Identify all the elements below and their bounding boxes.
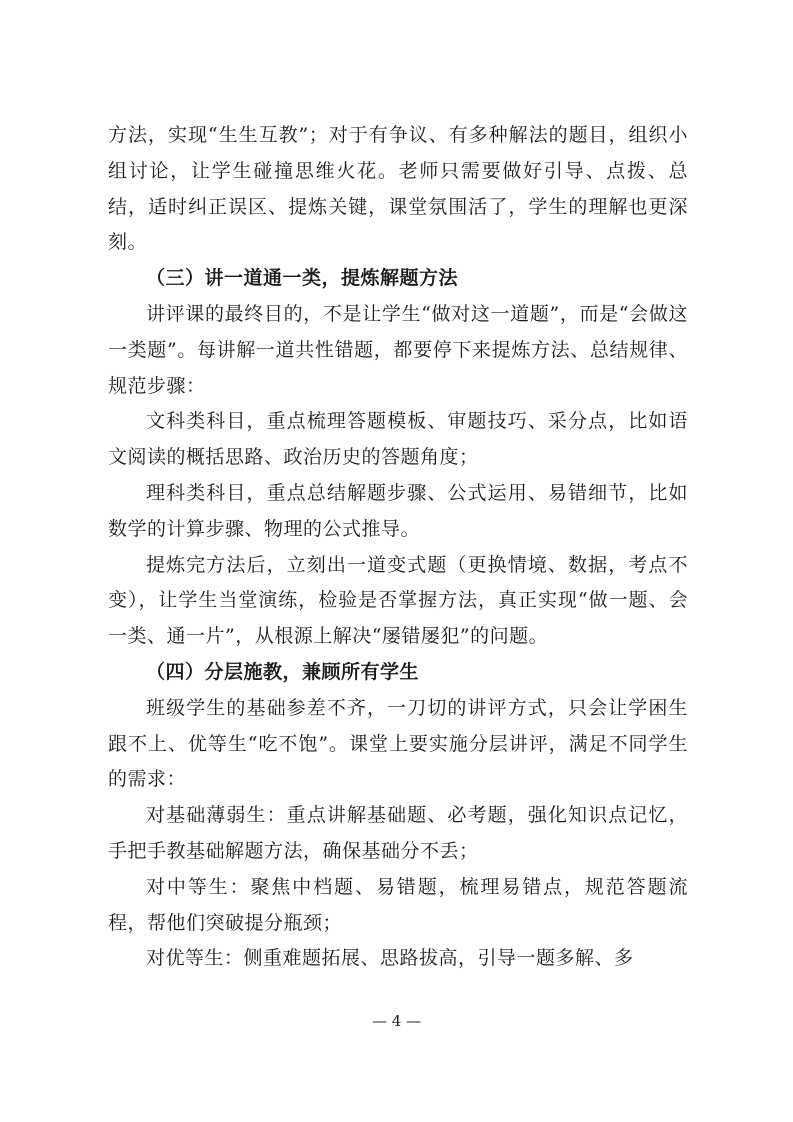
paragraph: 文科类科目，重点梳理答题模板、审题技巧、采分点，比如语文阅读的概括思路、政治历史的答题角度； [108,410,688,469]
paragraph-continued: 方法，实现“生生互教”；对于有争议、有多种解法的题目，组织小组讨论，让学生碰撞思维火花。老师只需要做好引导、点拨、总结，适时纠正误区、提炼关键，课堂氛围活了，学生的理解也更深刻。 [108,124,688,254]
section-heading-4: （四）分层施教，兼顾所有学生 [146,660,420,683]
paragraph: 讲评课的最终目的，不是让学生“做对这一道题”，而是“会做这一类题”。每讲解一道共性错题，都要停下来提炼方法、总结规律、规范步骤： [108,302,688,397]
paragraph: 对基础薄弱生：重点讲解基础题、必考题，强化知识点记忆，手把手教基础解题方法，确保基础分不丢； [108,804,688,862]
paragraph: 提炼完方法后，立刻出一道变式题（更换情境、数据，考点不变），让学生当堂演练，检验是否掌握方法，真正实现“做一题、会一类、通一片”，从根源上解决“屡错屡犯”的问题。 [108,553,688,648]
document-body [108,118,688,977]
paragraph: 对中等生：聚焦中档题、易错题，梳理易错点，规范答题流程，帮他们突破提分瓶颈； [108,875,688,934]
paragraph: 班级学生的基础参差不齐，一刀切的讲评方式，只会让学困生跟不上、优等生“吃不饱”。课堂上要实施分层讲评，满足不同学生的需求： [108,696,688,791]
paragraph: 对优等生：侧重难题拓展、思路拔高，引导一题多解、多 [146,947,634,970]
paragraph: 理科类科目，重点总结解题步骤、公式运用、易错细节，比如数学的计算步骤、物理的公式推导。 [108,481,688,540]
page-number: — 4 — [371,1012,422,1030]
section-heading-3: （三）讲一道通一类，提炼解题方法 [146,267,459,290]
